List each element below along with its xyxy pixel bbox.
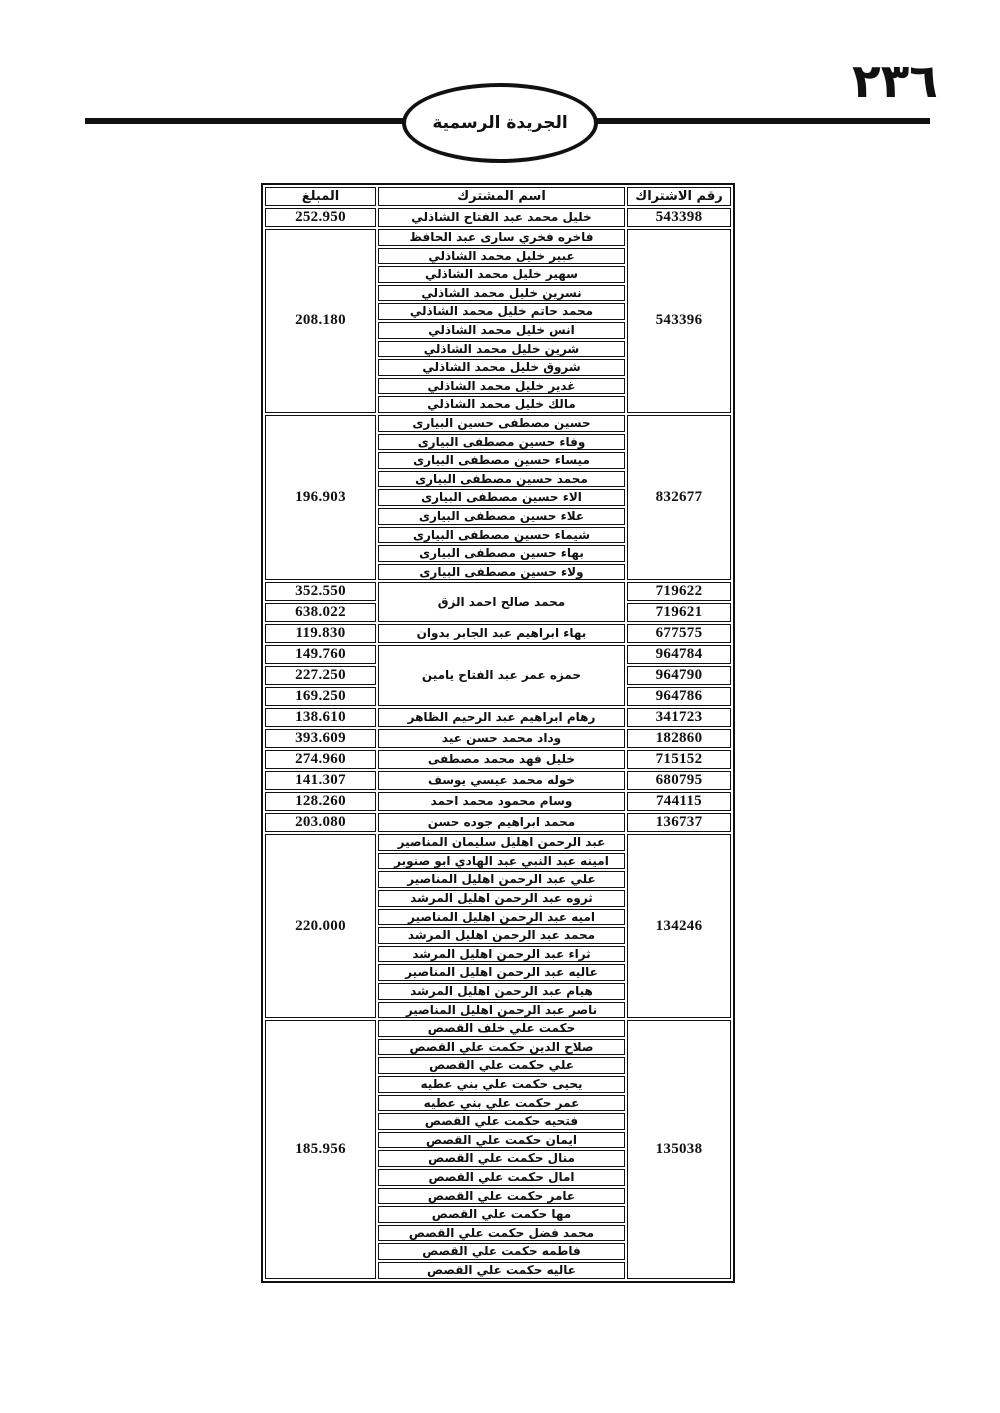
table-row [265,750,731,769]
subscriber-name-cell: شيماء حسين مصطفى البيارى [378,527,625,544]
subscriber-name-cell: امال حكمت علي القصص [378,1169,625,1186]
subscriber-name-cell: بهاء ابراهيم عبد الجابر بدوان [378,624,625,643]
subscriber-name-cell: محمد فضل حكمت علي القصص [378,1225,625,1242]
subscriber-name-cell: عاليه عبد الرحمن اهليل المناصير [378,964,625,981]
subscriber-name-cell: انس خليل محمد الشاذلي [378,322,625,339]
subscription-number-cell: 964790 [627,666,731,685]
subscriber-name-cell: محمد ابراهيم جوده حسن [378,813,625,832]
subscription-number-cell: 964784 [627,645,731,664]
subscriber-name-cell: ميساء حسين مصطفى البيارى [378,452,625,469]
subscriber-name-cell: مالك خليل محمد الشاذلي [378,396,625,413]
subscriber-name-cell: عاليه حكمت علي القصص [378,1262,625,1279]
amount-cell: 274.960 [265,750,376,769]
subscriber-name-cell: ناصر عبد الرحمن اهليل المناصير [378,1002,625,1019]
subscriber-name-cell: محمد عبد الرحمن اهليل المرشد [378,927,625,944]
subscriber-name-cell: عبد الرحمن اهليل سليمان المناصير [378,834,625,851]
table-row [265,813,731,832]
subscriber-name-cell: ولاء حسين مصطفى البيارى [378,564,625,581]
subscriber-name-cell: خليل محمد عبد الفتاح الشاذلي [378,208,625,227]
subscriber-name-cell: وسام محمود محمد احمد [378,792,625,811]
amount-cell: 393.609 [265,729,376,748]
subscription-number-cell: 341723 [627,708,731,727]
header-amount: المبلغ [265,187,376,206]
table-row [265,229,731,246]
subscription-number-cell: 543398 [627,208,731,227]
gazette-title-ellipse [402,83,598,163]
amount-cell: 149.760 [265,645,376,664]
subscriber-name-cell: الاء حسين مصطفى البيارى [378,489,625,506]
subscribers-table-body [265,208,731,1279]
subscribers-table [261,183,735,1283]
table-row [265,415,731,432]
subscriber-name-cell: عمر حكمت علي بني عطيه [378,1095,625,1112]
subscriber-name-cell: صلاح الدين حكمت علي القصص [378,1039,625,1056]
amount-cell: 227.250 [265,666,376,685]
subscriber-name-cell: محمد حاتم خليل محمد الشاذلي [378,303,625,320]
page-number: ٢٣٦ [851,54,938,109]
table-row [265,582,731,601]
subscription-number-cell: 964786 [627,687,731,706]
subscription-number-cell: 135038 [627,1020,731,1278]
amount-cell: 128.260 [265,792,376,811]
subscriber-name-cell: فتحيه حكمت علي القصص [378,1113,625,1130]
table-row [265,208,731,227]
subscription-number-cell: 715152 [627,750,731,769]
header-subscription-number: رقم الاشتراك [627,187,731,206]
subscriber-name-cell: سهير خليل محمد الشاذلي [378,266,625,283]
subscriber-name-cell: حسين مصطفى حسين البيارى [378,415,625,432]
subscription-number-cell: 543396 [627,229,731,413]
subscriber-name-cell: بهاء حسين مصطفى البيارى [378,545,625,562]
subscription-number-cell: 136737 [627,813,731,832]
subscriber-name-cell: وفاء حسين مصطفى البيارى [378,434,625,451]
subscription-number-cell: 832677 [627,415,731,580]
subscriber-name-cell: شرين خليل محمد الشاذلي [378,341,625,358]
subscribers-table-wrap [261,183,735,1283]
amount-cell: 138.610 [265,708,376,727]
table-row [265,834,731,851]
subscription-number-cell: 744115 [627,792,731,811]
amount-cell: 185.956 [265,1020,376,1278]
subscriber-name-cell: وداد محمد حسن عيد [378,729,625,748]
subscriber-name-cell: امينه عبد النبي عبد الهادي ابو صنوبر [378,853,625,870]
subscription-number-cell: 719621 [627,603,731,622]
amount-cell: 352.550 [265,582,376,601]
amount-cell: 196.903 [265,415,376,580]
subscription-number-cell: 182860 [627,729,731,748]
subscriber-name-cell: ثراء عبد الرحمن اهليل المرشد [378,946,625,963]
amount-cell: 169.250 [265,687,376,706]
amount-cell: 119.830 [265,624,376,643]
subscriber-name-cell: رهام ابراهيم عبد الرحيم الظاهر [378,708,625,727]
subscriber-name-cell: عامر حكمت علي القصص [378,1188,625,1205]
subscriber-name-cell: محمد حسين مصطفى البيارى [378,471,625,488]
table-row [265,645,731,664]
subscriber-name-cell: علي عبد الرحمن اهليل المناصير [378,871,625,888]
subscriber-name-cell: ايمان حكمت علي القصص [378,1132,625,1149]
subscriber-name-cell: حمزه عمر عبد الفتاح يامين [378,645,625,706]
subscriber-name-cell: محمد صالح احمد الزق [378,582,625,622]
subscriber-name-cell: اميه عبد الرحمن اهليل المناصير [378,909,625,926]
subscriber-name-cell: هيام عبد الرحمن اهليل المرشد [378,983,625,1000]
table-header-row [265,187,731,206]
header-subscriber-name: اسم المشترك [378,187,625,206]
amount-cell: 208.180 [265,229,376,413]
table-row [265,1020,731,1037]
subscriber-name-cell: ثروه عبد الرحمن اهليل المرشد [378,890,625,907]
subscriber-name-cell: خوله محمد عيسي يوسف [378,771,625,790]
amount-cell: 141.307 [265,771,376,790]
table-row [265,708,731,727]
subscriber-name-cell: يحيى حكمت علي بني عطيه [378,1076,625,1093]
subscriber-name-cell: فاطمه حكمت علي القصص [378,1243,625,1260]
subscriber-name-cell: خليل فهد محمد مصطفى [378,750,625,769]
subscriber-name-cell: علاء حسين مصطفى البيارى [378,508,625,525]
subscriber-name-cell: علي حكمت علي القصص [378,1057,625,1074]
subscription-number-cell: 134246 [627,834,731,1018]
subscriber-name-cell: فاخره فخري سارى عبد الحافظ [378,229,625,246]
amount-cell: 203.080 [265,813,376,832]
subscriber-name-cell: شروق خليل محمد الشاذلي [378,359,625,376]
subscriber-name-cell: منال حكمت علي القصص [378,1150,625,1167]
subscriber-name-cell: نسرين خليل محمد الشاذلي [378,285,625,302]
table-row [265,771,731,790]
table-row [265,792,731,811]
amount-cell: 638.022 [265,603,376,622]
subscriber-name-cell: غدير خليل محمد الشاذلي [378,378,625,395]
gazette-title: الجريدة الرسمية [432,113,568,133]
subscription-number-cell: 680795 [627,771,731,790]
table-row [265,624,731,643]
amount-cell: 220.000 [265,834,376,1018]
amount-cell: 252.950 [265,208,376,227]
subscription-number-cell: 719622 [627,582,731,601]
subscriber-name-cell: عبير خليل محمد الشاذلي [378,248,625,265]
subscriber-name-cell: حكمت علي خلف القصص [378,1020,625,1037]
subscription-number-cell: 677575 [627,624,731,643]
table-row [265,729,731,748]
subscriber-name-cell: مها حكمت علي القصص [378,1206,625,1223]
